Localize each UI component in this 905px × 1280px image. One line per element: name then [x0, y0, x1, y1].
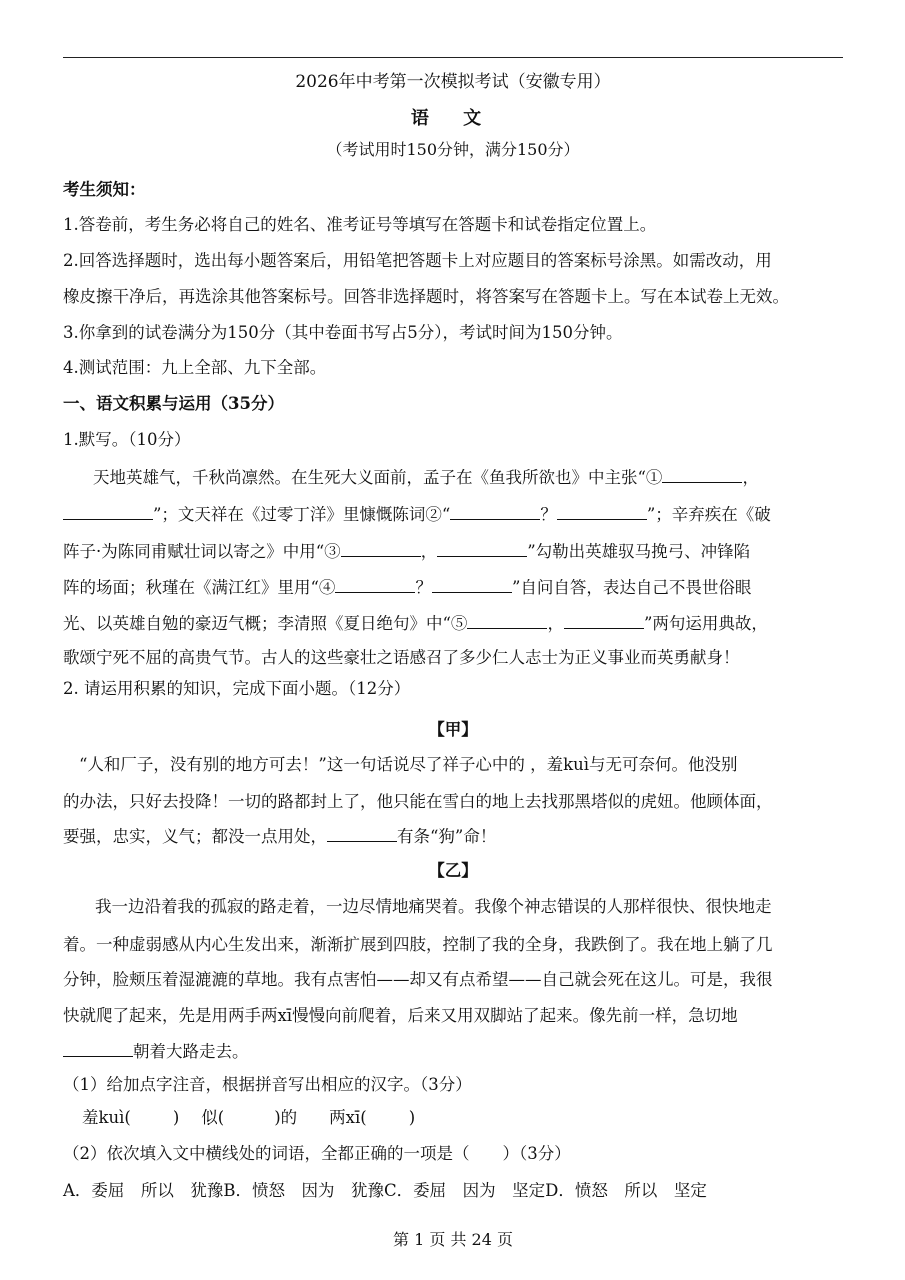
answer-blank	[564, 614, 644, 629]
question-2-title: 2. 请运用积累的知识，完成下面小题。（12分）	[63, 679, 411, 698]
passage-jia-line-1: “人和厂子，没有别的地方可去！”这一句话说尽了祥子心中的 ，羞kuì与无可奈何。他没别	[79, 755, 738, 774]
passage-jia-line-2: 的办法，只好去投降！一切的路都封上了，他只能在雪白的地上去找那黑塔似的虎妞。他顾体面，	[63, 792, 773, 811]
answer-blank	[557, 505, 647, 520]
q1-text: ？	[540, 505, 557, 524]
field-xi-label: 两xī(	[329, 1108, 367, 1127]
notice-item-1: 1.答卷前，考生务必将自己的姓名、准考证号等填写在答题卡和试卷指定位置上。	[63, 215, 657, 234]
jia-text: 有条“狗”命！	[397, 827, 497, 846]
answer-blank	[63, 505, 153, 520]
answer-blank	[341, 542, 421, 557]
field-si-label: 似( ·	[201, 1108, 224, 1127]
q1-text: ”；文天祥在《过零丁洋》里慷慨陈词②“	[153, 505, 451, 524]
page-footer: 第 1 页 共 24 页	[393, 1230, 513, 1249]
field-xi-close: )	[408, 1108, 416, 1127]
q1-text: ”两句运用典故，	[643, 614, 768, 633]
answer-blank	[450, 505, 540, 520]
answer-blank	[335, 578, 415, 593]
passage-yi-label: 【乙】	[428, 861, 478, 880]
yi-text: 朝着大路走去。	[133, 1042, 249, 1061]
answer-blank	[432, 578, 512, 593]
sub-question-2-options: A．委屈 所以 犹豫B．愤怒 因为 犹豫C．委屈 因为 坚定D．愤怒 所以 坚定	[63, 1181, 707, 1200]
answer-blank	[467, 614, 547, 629]
sub-question-1-fields	[82, 1104, 862, 1128]
passage-jia-line-3	[63, 823, 843, 847]
time-note: （考试用时150分钟，满分150分）	[326, 140, 580, 159]
question-1-title: 1.默写。（10分）	[63, 430, 191, 449]
field-kui-label: 羞kuì(	[82, 1108, 131, 1127]
notice-item-2b: 橡皮擦干净后，再选涂其他答案标号。回答非选择题时，将答案写在答题卡上。写在本试卷上无效。	[63, 287, 789, 306]
q1-text: ，	[547, 614, 564, 633]
q1-line-2	[63, 501, 843, 525]
q1-text: 阵的场面；秋瑾在《满江红》里用“④	[63, 578, 336, 597]
passage-yi-line-1: 我一边沿着我的孤寂的路走着，一边尽情地痛哭着。我像个神志错误的人那样很快、很快地走	[95, 897, 772, 916]
q1-text: ”自问自答，表达自己不畏世俗眼	[511, 578, 752, 597]
q1-line-1	[93, 464, 843, 488]
passage-jia-label: 【甲】	[428, 720, 478, 739]
field-si-close: )的	[274, 1108, 298, 1127]
passage-yi-line-3: 分钟，脸颊压着湿漉漉的草地。我有点害怕——却又有点希望——自己就会死在这儿。可是，我很	[63, 970, 773, 989]
q1-text: ”勾勒出英雄驭马挽弓、冲锋陷	[527, 542, 751, 561]
notice-item-2a: 2.回答选择题时，选出每小题答案后，用铅笔把答题卡上对应题目的答案标号涂黑。如需改动，用	[63, 251, 772, 270]
passage-yi-line-4: 快就爬了起来，先是用两手两xī慢慢向前爬着，后来又用双脚站了起来。像先前一样，急切地	[63, 1006, 738, 1025]
q1-line-3	[63, 538, 843, 562]
answer-blank	[437, 542, 527, 557]
answer-blank	[327, 827, 397, 842]
answer-blank	[63, 1042, 133, 1057]
notice-item-4: 4.测试范围：九上全部、九下全部。	[63, 358, 327, 377]
q1-text: ？	[415, 578, 432, 597]
q1-text: 阵子·为陈同甫赋壮词以寄之》中用“③	[63, 542, 341, 561]
field-kui-close: )	[172, 1108, 180, 1127]
answer-blank	[662, 468, 742, 483]
q1-text: 天地英雄气，千秋尚凛然。在生死大义面前，孟子在《鱼我所欲也》中主张“①	[93, 468, 663, 487]
sub-question-2-title: （2）依次填入文中横线处的词语，全都正确的一项是（ ）（3分）	[63, 1144, 571, 1163]
q1-text: 光、以英雄自勉的豪迈气概；李清照《夏日绝句》中“⑤	[63, 614, 468, 633]
q1-text: ，	[742, 468, 759, 487]
exam-title: 2026年中考第一次模拟考试（安徽专用）	[295, 72, 611, 92]
q1-text: ，	[420, 542, 438, 561]
passage-yi-line-5	[63, 1038, 843, 1062]
q1-line-4	[63, 574, 843, 598]
section-heading: 一、语文积累与运用（35分）	[63, 394, 284, 413]
top-rule	[63, 57, 843, 58]
q1-line-5	[63, 610, 843, 634]
notice-item-3: 3.你拿到的试卷满分为150分（其中卷面书写占5分），考试时间为150分钟。	[63, 323, 623, 342]
passage-yi-line-2: 着。一种虚弱感从内心生发出来，渐渐扩展到四肢，控制了我的全身，我跌倒了。我在地上躺了几	[63, 935, 773, 954]
q1-text: ”；辛弃疾在《破	[646, 505, 771, 524]
jia-text: 要强，忠实，义气；都没一点用处，	[63, 827, 327, 846]
sub-question-1-title: （1）给加点字注音，根据拼音写出相应的汉字。（3分）	[63, 1075, 472, 1094]
notice-heading: 考生须知：	[63, 180, 146, 199]
q1-line-6: 歌颂宁死不屈的高贵气节。古人的这些豪壮之语感召了多少仁人志士为正义事业而英勇献身！	[63, 648, 740, 667]
subject-title: 语 文	[410, 108, 496, 129]
